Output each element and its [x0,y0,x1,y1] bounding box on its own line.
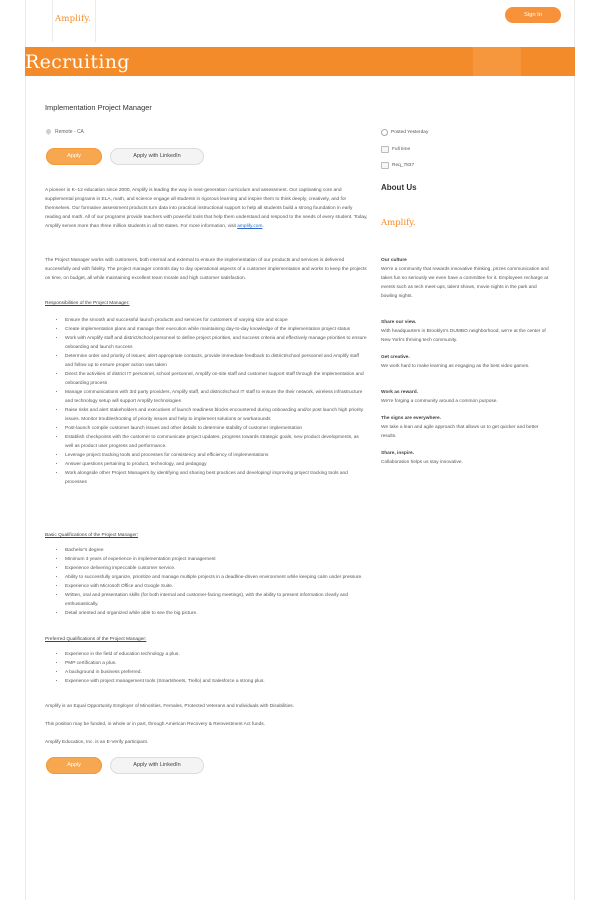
list-item: • Detail oriented and organized while able to see the big picture. [65,609,368,618]
responsibilities-heading: Responsibilities of the Project Manager: [45,301,130,306]
apply-button-row-bottom [46,757,204,774]
about-item-heading: The signs are everywhere. [381,416,441,421]
about-item-text: We take a lean and agile approach that allows us to get quicker and better results. [381,425,539,439]
intro-end: . [262,224,264,229]
list-item: • Experience with project management tools (Smartsheets, Trello) and Salesforce a strong plus. [65,677,368,686]
eeo-statement: Amplify is an Equal Opportunity Employer of Minorities, Females, Protected Veterans and Individuals with Disabilities. [45,704,295,709]
list-item: • PMP certification a plus. [65,659,368,668]
document-icon [381,146,389,153]
preferred-qualifications-section [45,635,368,686]
list-item: • Experience in the field of education technology a plus. [65,650,368,659]
list-item: • Answer questions pertaining to product, technology, and pedagogy [65,460,368,469]
clock-icon [381,129,388,136]
list-item: • Leverage project tracking tools and processes for consistency and efficiency of implementations [65,451,368,460]
apply-linkedin-button[interactable]: Apply with LinkedIn [110,757,204,774]
banner-accent [473,47,521,76]
location-text: Remote - CA [55,129,84,135]
list-item: • Direct the activities of district IT personnel, school personnel, Amplify on-site staff and customer support staff through the implementation and onboarding process [65,370,368,388]
about-item-text: We're forging a community around a common purpose. [381,399,498,404]
about-item-text: We're a community that rewards innovative thinking, prizes communication and takes fun so seriously we even have a committee for it. Employees recharge at events such as tech meet-ups, talent shows, movie nights in the park and bowling nights. [381,267,549,299]
about-item-heading: Our culture [381,258,407,263]
recruiting-banner [25,47,575,76]
intro-paragraph [45,186,368,231]
req-text: Req_7837 [392,163,415,168]
list-item: • Ensure the smooth and successful launch products and services for customers of varying size and scope [65,316,368,325]
basic-qualifications-section [45,531,368,618]
about-item-heading: Work as reward. [381,390,418,395]
list-item: • A background in business preferred. [65,668,368,677]
about-item [381,256,551,301]
responsibilities-section [45,299,368,487]
about-item [381,318,551,345]
about-item-text: With headquarters in Brooklyn's DUMBO neighborhood, we're at the center of New York's thriving tech community. [381,329,546,343]
list-item: • Determine order and priority of issues; alert appropriate contacts, provide immediate feedback to district/school personnel and Amplify staff and follow up to ensure proper action was taken [65,352,368,370]
about-item [381,388,551,406]
funding-statement: This position may be funded, in whole or in part, through American Recovery & Reinvestment Act funds. [45,722,265,727]
posted-text: Posted Yesterday [391,130,429,135]
responsibilities-list [65,316,368,487]
everify-statement: Amplify Education, Inc. is an E-Verify participant. [45,740,149,745]
basic-qualifications-list [65,546,368,618]
list-item: • Ability to successfully organize, prioritize and manage multiple projects in a deadline-driven environment while keeping calm under pressure. [65,573,368,582]
list-item: • Bachelor's degree [65,546,368,555]
apply-button-row-top [46,148,204,165]
preferred-qualifications-list [65,650,368,686]
req-document-icon [381,162,389,169]
list-item: • Minimum 3 years of experience in implementation project management [65,555,368,564]
basic-qualifications-heading: Basic Qualifications of the Project Manager: [45,533,139,538]
list-item: • Establish checkpoints with the customer to communicate project updates, progress towards strategic goals, new product developments, as well as product user progress and performance. [65,433,368,451]
list-item: • Raise risks and alert stakeholders and executives of launch readiness blocks encountered during onboarding and/or post launch high priority issues. Monitor troubleshooting of priority issues and help to implement solutions or workarounds [65,406,368,424]
banner-title: Recruiting [25,51,130,73]
about-item-text: We work hard to make learning as engaging as the best video games. [381,364,530,369]
about-item-heading: Share our view. [381,320,417,325]
about-item [381,353,551,371]
about-item-heading: Get creative. [381,355,410,360]
about-item [381,414,551,441]
about-item [381,449,551,467]
job-location [46,129,84,135]
list-item: • Experience with Microsoft Office and Google Suite. [65,582,368,591]
role-paragraph: The Project Manager works with customers, both internal and external to ensure the implementation of our products and services is delivered successfully and with fidelity. The project manager controls day to day operational aspects of a customer implementation and works to keep the projects on time, on budget, all while maintaining excellent team morale and high customer satisfaction. [45,258,367,281]
req-meta [381,162,414,169]
about-item-heading: Share, inspire. [381,451,415,456]
list-item: • Post-launch compile customer launch issues and other details to determine stability of customer implementation [65,424,368,433]
posted-meta [381,129,428,136]
list-item: • Written, oral and presentation skills (for both internal and customer-facing meetings), with the ability to present information clearly and enthusiastically. [65,591,368,609]
list-item: • Work with Amplify staff and district/school personnel to define project priorities, and success criteria and effectively manage priorities to ensure onboarding and launch success [65,334,368,352]
job-title: Implementation Project Manager [45,103,152,112]
job-type-text: Full time [392,147,411,152]
apply-linkedin-button[interactable]: Apply with LinkedIn [110,148,204,165]
location-pin-icon [46,129,51,135]
list-item: • Manage communications with 3rd party providers, Amplify staff, and district/school IT staff to ensure the their network, wireless infrastructure and technology setup will support Amplify technologies [65,388,368,406]
apply-button[interactable]: Apply [46,757,102,774]
list-item: • Work alongside other Project Managers by identifying and sharing best practices and developing/ improving project tracking tools and processes [65,469,368,487]
job-type-meta [381,146,410,153]
amplify-link[interactable]: amplify.com [237,224,263,229]
about-item-text: Collaboration helps us stay innovative. [381,460,463,465]
about-us-heading: About Us [381,183,417,192]
intro-text: A pioneer in K–12 education since 2000, Amplify is leading the way in next-generation curriculum and assessment. Our captivating core and supplemental programs in ELA, math, and science engage all students in rigorous learning and inspire them to think deeply, creatively, and for themselves. Our formative assessment products turn data into practical instructional support to help all students build a strong foundation in early reading and math. All of our programs provide teachers with powerful tools that help them understand and respond to the needs of every student. Today, Amplify serves more than three million students in all 50 states. For more information, visit [45,188,368,229]
apply-button[interactable]: Apply [46,148,102,165]
about-amplify-logo: Amplify. [381,218,416,228]
preferred-qualifications-heading: Preferred Qualifications of the Project Manager: [45,637,147,642]
list-item: • Experience delivering impeccable customer service. [65,564,368,573]
sign-in-button[interactable]: Sign In [505,7,561,23]
list-item: • Create implementation plans and manage their execution while maintaining day-to-day knowledge of the implementation project status [65,325,368,334]
amplify-logo[interactable]: Amplify. [55,14,92,24]
